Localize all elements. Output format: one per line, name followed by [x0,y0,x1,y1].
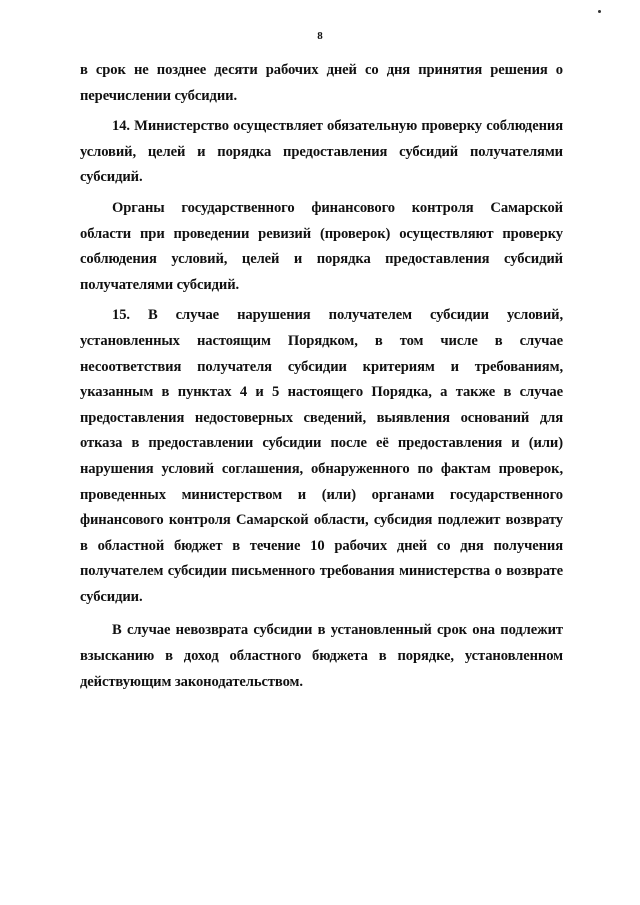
scan-mark [598,10,601,13]
page-number: 8 [317,30,323,42]
paragraph-continuation: в срок не позднее десяти рабочих дней со дня принятия решения о перечислении субсидии. [80,62,563,104]
paragraph-non-return: В случае невозврата субсидии в установленный срок она подлежит взысканию в доход областного бюджета в порядке, установленном действующим законодательством. [80,622,563,690]
paragraph-clause-14: 14. Министерство осуществляет обязательную проверку соблюдения условий, целей и порядка предоставления субсидий получателями субсидий. [80,118,563,186]
document-body [80,58,563,695]
paragraph-clause-15: 15. В случае нарушения получателем субсидии условий, установленных настоящим Порядком, в том числе в случае несоответствия получателя субсидии критериям и требованиям, указанным в пунктах 4 и 5 настоящего Порядка, а также в случае предоставления недостоверных сведений, выявления оснований для отказа в предоставлении субсидии после её предоставления и (или) нарушения условий соглашения, обнаруженного по фактам проверок, проведенных министерством и (или) органами государственного финансового контроля Самарской области, субсидия подлежит возврату в областной бюджет в течение 10 рабочих дней со дня получения получателем субсидии письменного требования министерства о возврате субсидии. [80,307,563,605]
paragraph-financial-control: Органы государственного финансового контроля Самарской области при проведении ревизий (проверок) осуществляют проверку соблюдения условий, целей и порядка предоставления субсидий получателями субсидий. [80,199,563,293]
